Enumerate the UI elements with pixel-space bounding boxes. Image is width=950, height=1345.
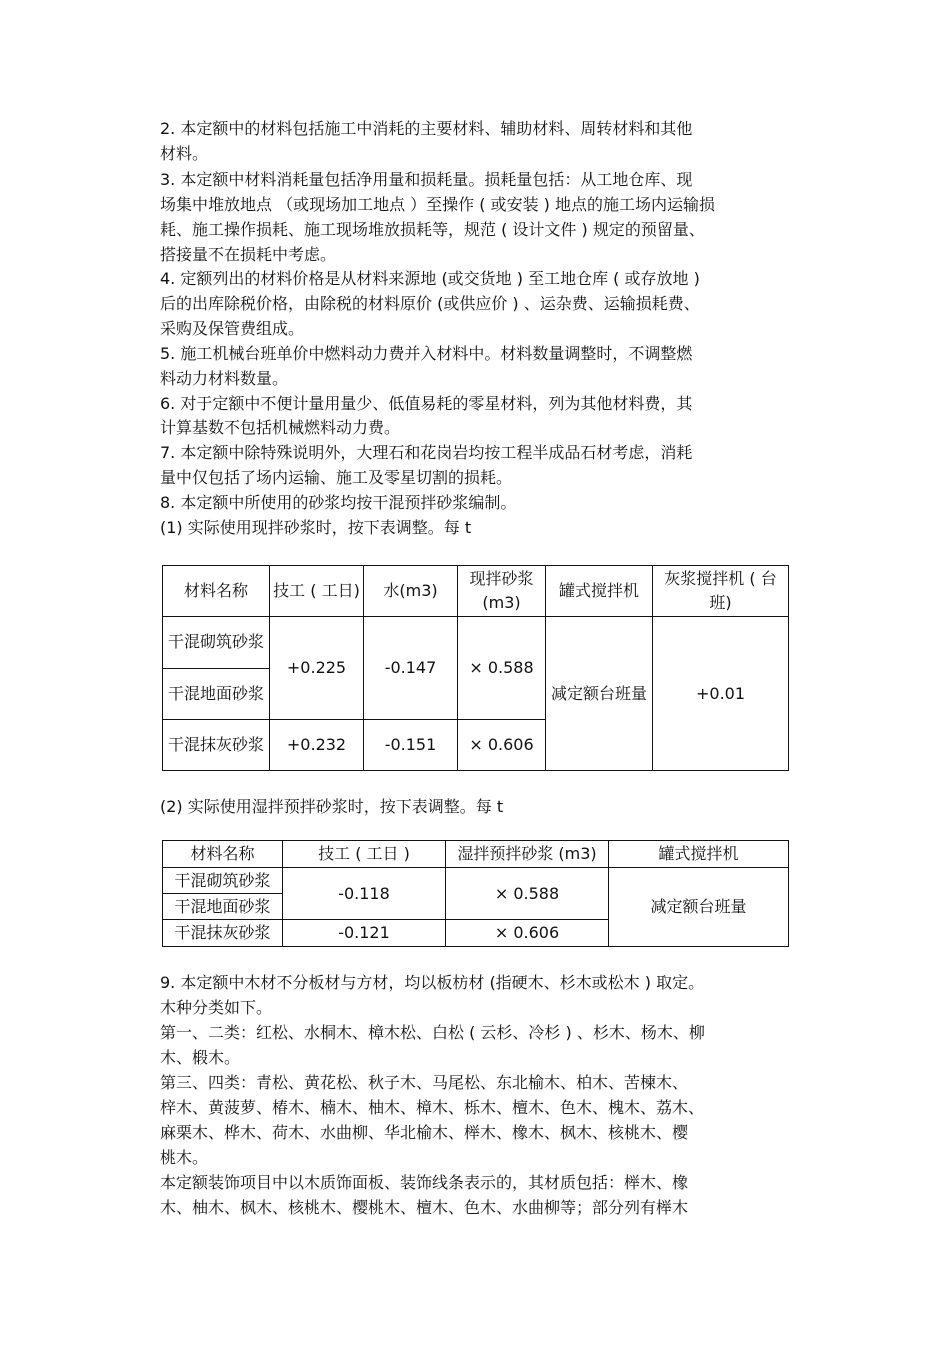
material-name-cell: 干混砌筑砂浆	[163, 868, 283, 894]
text-line: 计算基数不包括机械燃料动力费。	[160, 418, 401, 437]
mortar-mixer-cell: +0.01	[653, 617, 789, 771]
table-header: 灰浆搅拌机 ( 台班)	[653, 566, 789, 617]
text-line: 桃木。	[160, 1148, 209, 1167]
text-line: 6. 对于定额中不便计量用量少、低值易耗的零星材料，列为其他材料费，其	[160, 394, 693, 413]
material-name-cell: 干混抹灰砂浆	[163, 920, 283, 947]
labor-cell: -0.121	[283, 920, 446, 947]
water-cell: -0.147	[364, 617, 458, 720]
text-line: 材料。	[160, 144, 209, 163]
text-line: 木、椴木。	[160, 1048, 241, 1067]
table-header: 水(m3)	[364, 566, 458, 617]
text-line: 麻栗木、桦木、荷木、水曲柳、华北榆木、榉木、橡木、枫木、核桃木、樱	[160, 1123, 689, 1142]
mortar-cell: × 0.588	[458, 617, 546, 720]
table-header: 湿拌预拌砂浆 (m3)	[446, 841, 609, 868]
tank-mixer-cell: 减定额台班量	[546, 617, 653, 771]
text-line: 4. 定额列出的材料价格是从材料来源地 (或交货地 ) 至工地仓库 ( 或存放地 )	[160, 269, 700, 288]
tank-mixer-cell: 减定额台班量	[609, 868, 789, 947]
text-line: 采购及保管费组成。	[160, 319, 305, 338]
material-name-cell: 干混地面砂浆	[163, 668, 270, 719]
material-name-cell: 干混砌筑砂浆	[163, 617, 270, 668]
table-header: 材料名称	[163, 841, 283, 868]
labor-cell: +0.225	[270, 617, 364, 720]
text-line: 第一、二类：红松、水桐木、樟木松、白松 ( 云杉、冷杉 ) 、杉木、杨木、柳	[160, 1023, 705, 1042]
text-line: 第三、四类：青松、黄花松、秋子木、马尾松、东北榆木、柏木、苦楝木、	[160, 1073, 689, 1092]
text-line: 量中仅包括了场内运输、施工及零星切割的损耗。	[160, 468, 513, 487]
text-line: 料动力材料数量。	[160, 369, 289, 388]
table-header: 技工 ( 工日 )	[283, 841, 446, 868]
text-line: (2) 实际使用湿拌预拌砂浆时，按下表调整。每 t	[160, 797, 504, 816]
table-header: 技工 ( 工日)	[270, 566, 364, 617]
text-line: 3. 本定额中材料消耗量包括净用量和损耗量。损耗量包括：从工地仓库、现	[160, 170, 693, 189]
text-line: 7. 本定额中除特殊说明外，大理石和花岗岩均按工程半成品石材考虑，消耗	[160, 443, 693, 462]
labor-cell: +0.232	[270, 719, 364, 770]
text-line: 8. 本定额中所使用的砂浆均按干混预拌砂浆编制。	[160, 493, 517, 512]
table-header: 材料名称	[163, 566, 270, 617]
table-header: 罐式搅拌机	[609, 841, 789, 868]
text-line: 2. 本定额中的材料包括施工中消耗的主要材料、辅助材料、周转材料和其他	[160, 119, 693, 138]
text-line: 耗、施工操作损耗、施工现场堆放损耗等，规范 ( 设计文件 ) 规定的预留量、	[160, 220, 705, 239]
table-header: 罐式搅拌机	[546, 566, 653, 617]
text-line: 9. 本定额中木材不分板材与方材，均以板枋材 (指硬木、杉木或松木 ) 取定。	[160, 973, 705, 992]
water-cell: -0.151	[364, 719, 458, 770]
text-line: 场集中堆放地点 （或现场加工地点 ）至操作 ( 或安装 ) 地点的施工场内运输损	[160, 195, 716, 214]
table-header: 现拌砂浆(m3)	[458, 566, 546, 617]
mortar-cell: × 0.588	[446, 868, 609, 920]
labor-cell: -0.118	[283, 868, 446, 920]
material-name-cell: 干混抹灰砂浆	[163, 719, 270, 770]
ready-mix-adjustment-table	[162, 565, 789, 771]
text-line: 木种分类如下。	[160, 998, 273, 1017]
text-line: 梓木、黄菠萝、椿木、楠木、柚木、樟木、栎木、檀木、色木、槐木、荔木、	[160, 1098, 705, 1117]
text-line: 木、柚木、枫木、核桃木、樱桃木、檀木、色木、水曲柳等；部分列有榉木	[160, 1198, 689, 1217]
text-line: 搭接量不在损耗中考虑。	[160, 245, 337, 264]
mortar-cell: × 0.606	[446, 920, 609, 947]
text-line: 5. 施工机械台班单价中燃料动力费并入材料中。材料数量调整时，不调整燃	[160, 344, 693, 363]
mortar-cell: × 0.606	[458, 719, 546, 770]
wet-mix-adjustment-table	[162, 840, 789, 947]
text-line: 本定额装饰项目中以木质饰面板、装饰线条表示的，其材质包括：榉木、橡	[160, 1173, 689, 1192]
material-name-cell: 干混地面砂浆	[163, 894, 283, 920]
text-line: (1) 实际使用现拌砂浆时，按下表调整。每 t	[160, 518, 472, 537]
text-line: 后的出库除税价格，由除税的材料原价 (或供应价 ) 、运杂费、运输损耗费、	[160, 294, 700, 313]
